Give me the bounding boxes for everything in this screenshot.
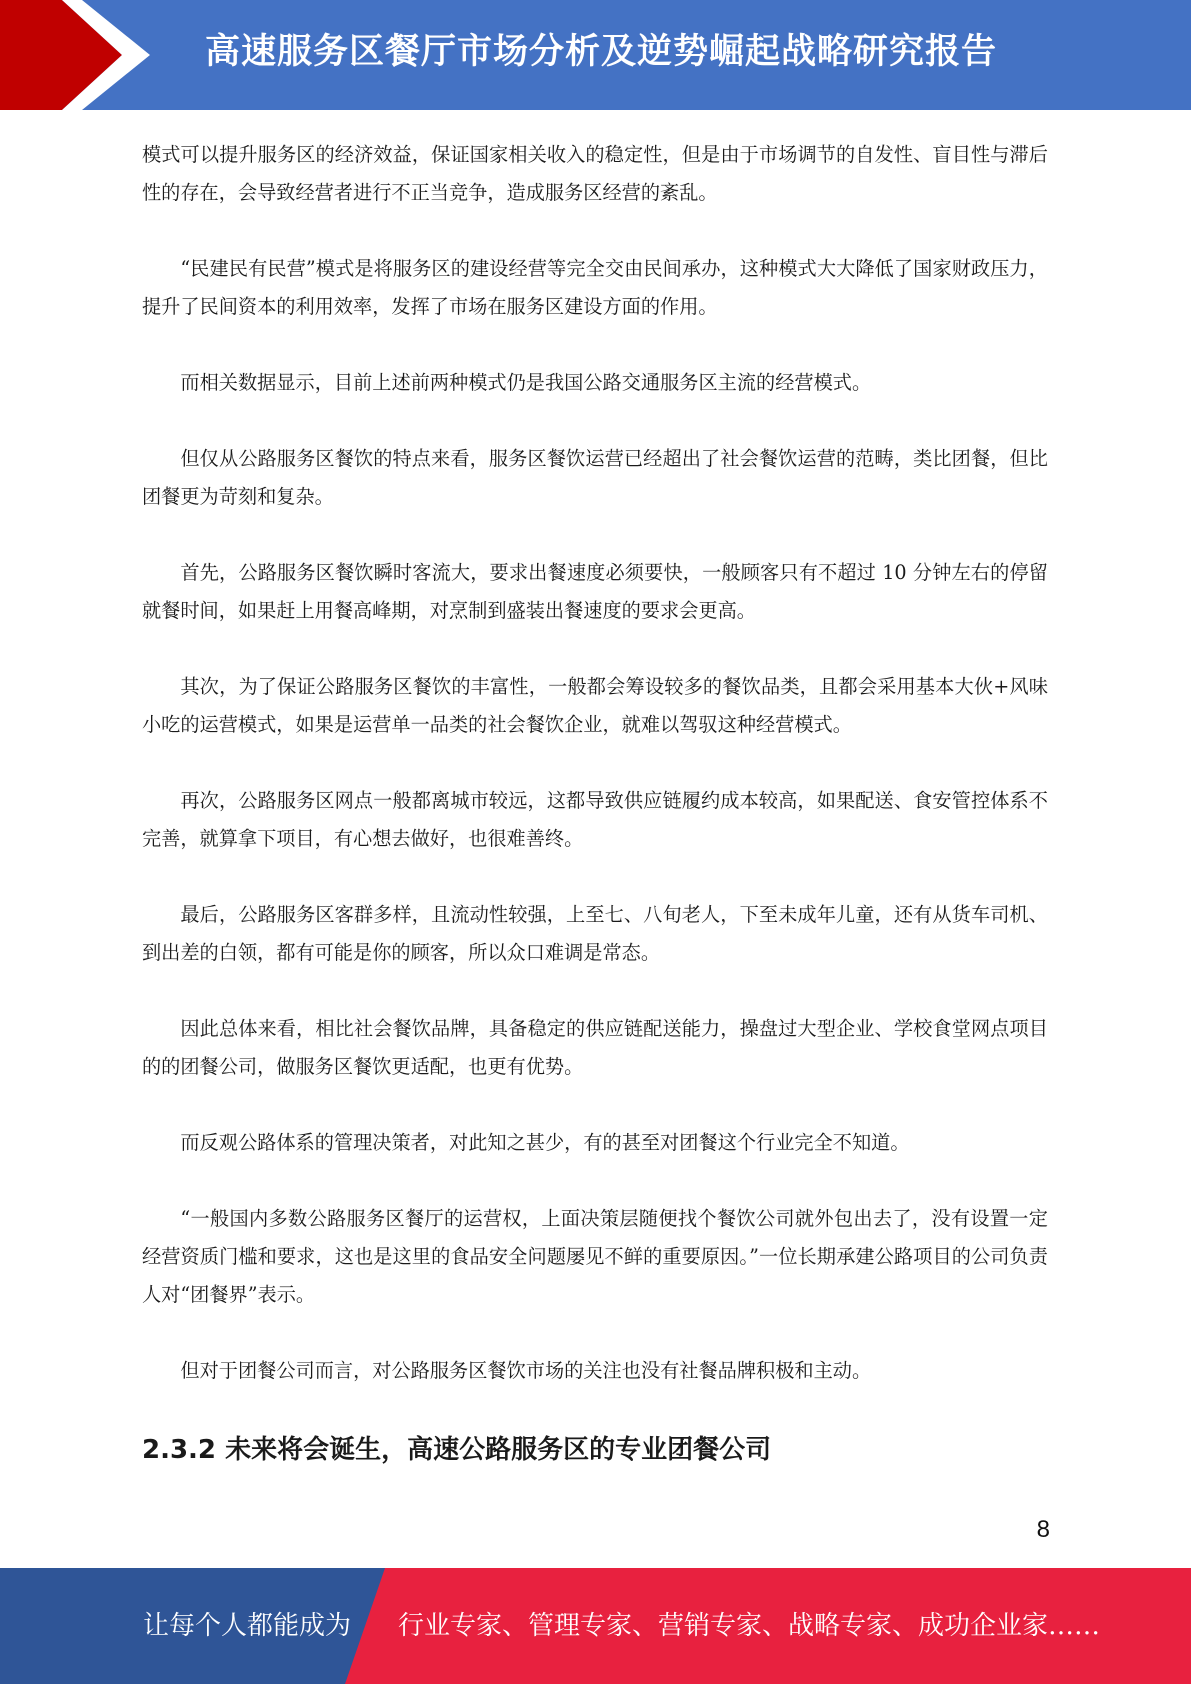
paragraph: 再次，公路服务区网点一般都离城市较远，这都导致供应链履约成本较高，如果配送、食安管控体系不完善，就算拿下项目，有心想去做好，也很难善终。 [142,789,1048,850]
paragraph: 其次，为了保证公路服务区餐饮的丰富性，一般都会筹设较多的餐饮品类，且都会采用基本大伙+风味小吃的运营模式，如果是运营单一品类的社会餐饮企业，就难以驾驭这种经营模式。 [142,675,1048,736]
paragraph: 而反观公路体系的管理决策者，对此知之甚少，有的甚至对团餐这个行业完全不知道。 [180,1131,910,1154]
header-title: 高速服务区餐厅市场分析及逆势崛起战略研究报告 [205,32,998,72]
footer-slogan-left: 让每个人都能成为 [143,1611,352,1641]
paragraph: 但对于团餐公司而言，对公路服务区餐饮市场的关注也没有社餐品牌积极和主动。 [180,1359,872,1382]
paragraph: 而相关数据显示，目前上述前两种模式仍是我国公路交通服务区主流的经营模式。 [180,371,872,394]
paragraph: 首先，公路服务区餐饮瞬时客流大，要求出餐速度必须要快，一般顾客只有不超过 10 分钟左右的停留就餐时间，如果赶上用餐高峰期，对烹制到盛装出餐速度的要求会更高。 [142,561,1048,622]
document-body [142,136,1048,1472]
page-footer [0,1568,1191,1684]
paragraph: “一般国内多数公路服务区餐厅的运营权，上面决策层随便找个餐饮公司就外包出去了，没有设置一定经营资质门槛和要求，这也是这里的食品安全问题屡见不鲜的重要原因。”一位长期承建公路项目的公司负责人对“团餐界”表示。 [142,1207,1048,1306]
header-red-chevron [0,0,122,110]
section-heading: 2.3.2 未来将会诞生，高速公路服务区的专业团餐公司 [142,1435,772,1465]
page-number: 8 [1036,1516,1050,1543]
paragraph: 但仅从公路服务区餐饮的特点来看，服务区餐饮运营已经超出了社会餐饮运营的范畴，类比团餐，但比团餐更为苛刻和复杂。 [142,447,1048,508]
header-arrow-decoration [0,0,160,110]
paragraph: 最后，公路服务区客群多样，且流动性较强，上至七、八旬老人，下至未成年儿童，还有从货车司机、到出差的白领，都有可能是你的顾客，所以众口难调是常态。 [142,903,1048,964]
page-header [0,0,1191,110]
footer-slogan-right: 行业专家、管理专家、营销专家、战略专家、成功企业家…… [398,1611,1101,1641]
paragraph: “民建民有民营”模式是将服务区的建设经营等完全交由民间承办，这种模式大大降低了国家财政压力，提升了民间资本的利用效率，发挥了市场在服务区建设方面的作用。 [142,257,1048,318]
paragraph: 因此总体来看，相比社会餐饮品牌，具备稳定的供应链配送能力，操盘过大型企业、学校食堂网点项目的的团餐公司，做服务区餐饮更适配，也更有优势。 [142,1017,1048,1078]
paragraph: 模式可以提升服务区的经济效益，保证国家相关收入的稳定性，但是由于市场调节的自发性、盲目性与滞后性的存在，会导致经营者进行不正当竞争，造成服务区经营的紊乱。 [142,143,1048,204]
